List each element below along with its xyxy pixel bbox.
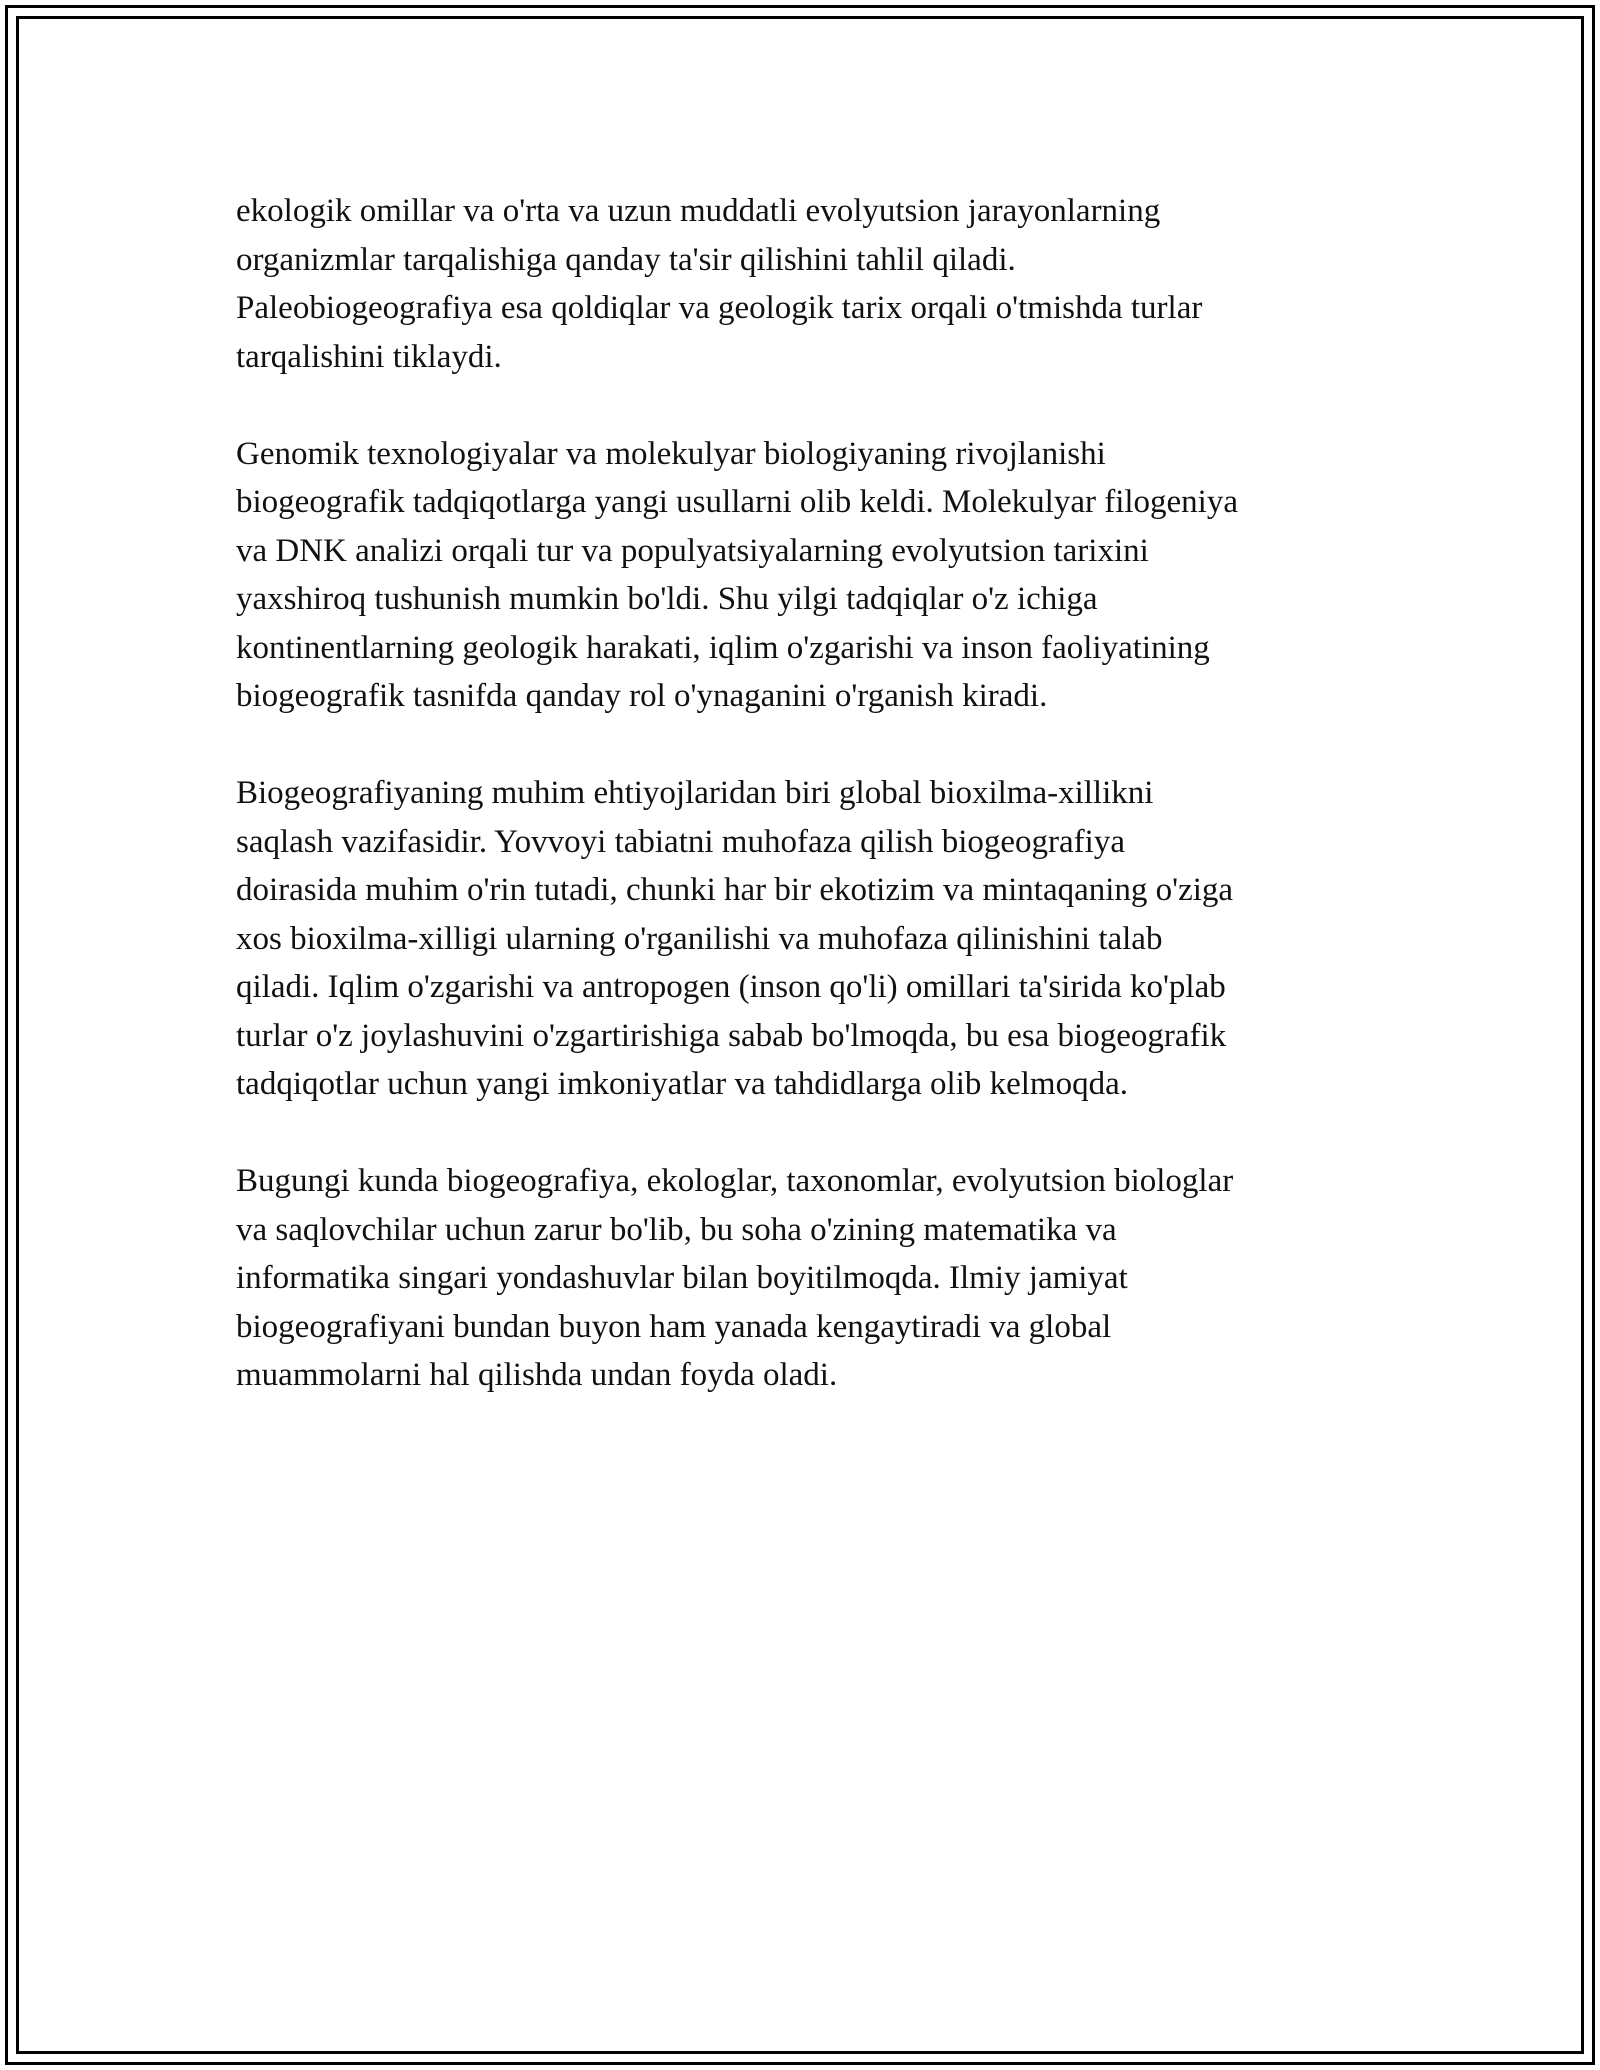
- paragraph-2: Genomik texnologiyalar va molekulyar biologiyaning rivojlanishi biogeografik tadqiqotlarga yangi usullarni olib keldi. Molekulyar filogeniya va DNK analizi orqali tur va populyatsiyalarning evolyutsion tarixini yaxshiroq tushunish mumkin bo'ldi. Shu yilgi tadqiqlar o'z ichiga kontinentlarning geologik harakati, iqlim o'zgarishi va inson faoliyatining biogeografik tasnifda qanday rol o'ynaganini o'rganish kiradi.: [236, 435, 1238, 714]
- paragraph-3: Biogeografiyaning muhim ehtiyojlaridan biri global bioxilma-xillikni saqlash vazifasidir. Yovvoyi tabiatni muhofaza qilish biogeografiya doirasida muhim o'rin tutadi, chunki har bir ekotizim va mintaqaning o'ziga xos bioxilma-xilligi ularning o'rganilishi va muhofaza qilinishini talab qiladi. Iqlim o'zgarishi va antropogen (inson qo'li) omillari ta'sirida ko'plab turlar o'z joylashuvini o'zgartirishiga sabab bo'lmoqda, bu esa biogeografik tadqiqotlar uchun yangi imkoniyatlar va tahdidlarga olib kelmoqda.: [236, 775, 1234, 1102]
- paragraph-4: Bugungi kunda biogeografiya, ekologlar, taxonomlar, evolyutsion biologlar va saqlovchilar uchun zarur bo'lib, bu soha o'zining matematika va informatika singari yondashuvlar bilan boyitilmoqda. Ilmiy jamiyat biogeografiyani bundan buyon ham yanada kengaytiradi va global muammolarni hal qilishda undan foyda oladi.: [236, 1163, 1234, 1393]
- paragraph-1: ekologik omillar va o'rta va uzun muddatli evolyutsion jarayonlarning organizmlar tarqalishiga qanday ta'sir qilishini tahlil qiladi. Paleobiogeografiya esa qoldiqlar va geologik tarix orqali o'tmishda turlar tarqalishini tiklaydi.: [236, 193, 1203, 375]
- document-body: [236, 187, 1366, 1448]
